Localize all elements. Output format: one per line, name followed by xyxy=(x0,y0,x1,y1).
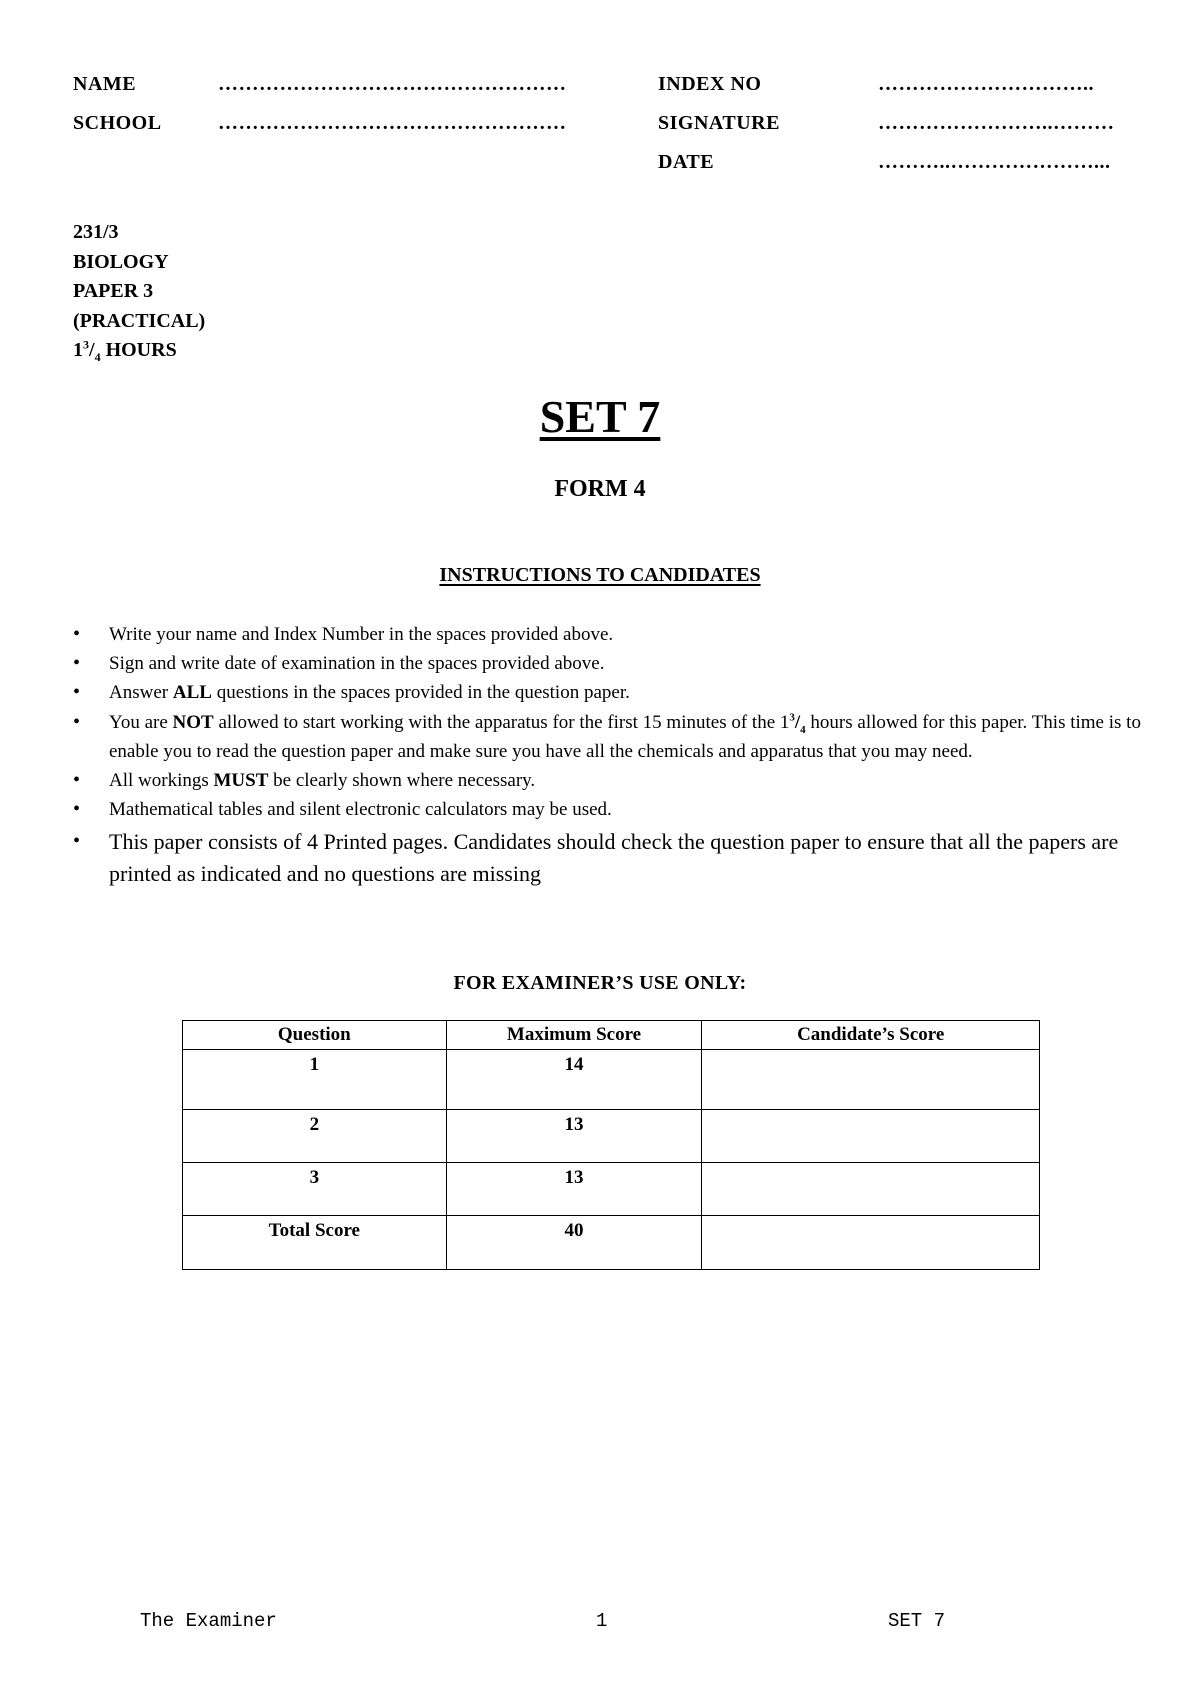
signature-label: SIGNATURE xyxy=(658,112,780,134)
score-table xyxy=(182,1020,1040,1270)
question-cell: 2 xyxy=(183,1110,447,1163)
bullet-icon: • xyxy=(73,798,81,821)
question-cell: 3 xyxy=(183,1163,447,1216)
bullet-icon: • xyxy=(73,652,81,675)
footer-left: The Examiner xyxy=(140,1610,277,1632)
paper-info xyxy=(73,218,205,366)
candidate-score-cell[interactable] xyxy=(702,1216,1040,1270)
school-field[interactable]: …………………………………………… xyxy=(218,112,567,134)
list-item: • Sign and write date of examination in the spaces provided above. xyxy=(73,649,1143,678)
table-row xyxy=(183,1050,1040,1110)
list-item: • You are NOT allowed to start working with the apparatus for the first 15 minutes of the $1^3/_4$ hours allowed for this paper. This time is to enable you to read the question paper and make sure you have all the chemicals and apparatus that you may need. xyxy=(73,708,1143,766)
candidate-score-cell[interactable] xyxy=(702,1050,1040,1110)
question-cell: Total Score xyxy=(183,1216,447,1270)
list-item: • This paper consists of 4 Printed pages. Candidates should check the question paper to ensure that all the papers are printed as indicated and no questions are missing xyxy=(73,826,1143,889)
page-number: 1 xyxy=(596,1610,608,1632)
set-title: SET 7 xyxy=(539,391,661,442)
bullet-icon: • xyxy=(73,830,81,853)
max-score-cell: 40 xyxy=(446,1216,702,1270)
table-row xyxy=(183,1216,1040,1270)
max-score-cell: 13 xyxy=(446,1163,702,1216)
instructions-title: INSTRUCTIONS TO CANDIDATES xyxy=(439,564,761,586)
list-item: • Mathematical tables and silent electronic calculators may be used. xyxy=(73,795,1143,824)
column-header-candidate-score: Candidate’s Score xyxy=(702,1021,1040,1050)
max-score-cell: 13 xyxy=(446,1110,702,1163)
instructions-list xyxy=(73,620,1143,889)
paper-number: PAPER 3 xyxy=(73,280,154,302)
date-label: DATE xyxy=(658,151,715,173)
paper-type: (PRACTICAL) xyxy=(73,309,206,332)
paper-subject: BIOLOGY xyxy=(73,250,169,273)
date-field[interactable]: ………..…………………... xyxy=(878,151,1111,173)
paper-code: 231/3 xyxy=(73,221,119,243)
school-label: SCHOOL xyxy=(73,112,162,134)
column-header-max-score: Maximum Score xyxy=(446,1021,702,1050)
table-header-row xyxy=(183,1021,1040,1050)
candidate-score-cell[interactable] xyxy=(702,1110,1040,1163)
footer-right: SET 7 xyxy=(888,1610,946,1632)
signature-field[interactable]: ……………………..……… xyxy=(878,112,1115,134)
list-item: • All workings MUST be clearly shown where necessary. xyxy=(73,766,1143,795)
max-score-cell: 14 xyxy=(446,1050,702,1110)
index-no-field[interactable]: ………………………….. xyxy=(878,73,1094,95)
bullet-icon: • xyxy=(73,681,81,704)
table-row xyxy=(183,1163,1040,1216)
question-cell: 1 xyxy=(183,1050,447,1110)
bullet-icon: • xyxy=(73,623,81,645)
column-header-question: Question xyxy=(183,1021,447,1050)
paper-duration: $1^3/_4$ HOURS xyxy=(73,337,177,364)
bullet-icon: • xyxy=(73,710,81,733)
bullet-icon: • xyxy=(73,769,81,792)
index-no-label: INDEX NO xyxy=(658,73,762,95)
form-title: FORM 4 xyxy=(554,476,646,502)
list-item: • Answer ALL questions in the spaces provided in the question paper. xyxy=(73,678,1143,707)
examiner-title: FOR EXAMINER’S USE ONLY: xyxy=(453,972,747,994)
table-row xyxy=(183,1110,1040,1163)
list-item: • Write your name and Index Number in the spaces provided above. xyxy=(73,620,1143,649)
name-label: NAME xyxy=(73,73,137,95)
candidate-score-cell[interactable] xyxy=(702,1163,1040,1216)
name-field[interactable]: …………………………………………… xyxy=(218,73,567,95)
